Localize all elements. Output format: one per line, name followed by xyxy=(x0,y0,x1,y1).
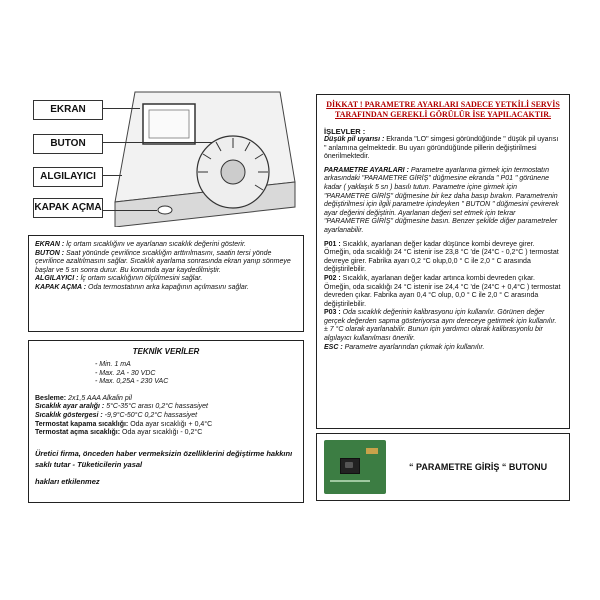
tech-title: TEKNİK VERİLER xyxy=(132,347,200,356)
spec-key: Termostat açma sıcaklığı: xyxy=(35,429,121,437)
param-value: Oda sıcaklık değerinin kalibrasyonu için kullanılır. Görünen değer gerçek değerden sapma gösteriyorsa aynı dereceye getirmek için kullanılır. ± 7 °C olarak ayarlanabilir. Bunun için yardımcı olarak kalibrasyonlu bir algılayıcı kullanılması önerilir. xyxy=(324,309,557,343)
spec-line: - Max. 0,25A - 230 VAC xyxy=(95,378,169,386)
spec-value: 2x1,5 AAA Alkalin pil xyxy=(66,394,132,402)
spec-line: - Min. 1 mA xyxy=(95,361,131,368)
desc-term: BUTON : xyxy=(35,249,65,257)
param-value: Sıcaklık, ayarlanan değer kadar düşünce kombi devreye girer. Örneğin, oda sıcaklığı 24 °C istenir ise 23,8 °C 'de (24°C - 0,2°C ) termostat devreye girer. Fabrika ayarı 0,2 °C olup,0,0 ° C ile 2,0 ° C arasında değiştirilebilir. xyxy=(324,240,559,274)
param-key: ESC : xyxy=(324,343,343,351)
spec-key: Sıcaklık ayar aralığı : xyxy=(35,403,105,411)
spec-value: 5°C-35°C arası 0,2°C hassasiyet xyxy=(104,403,208,411)
label-algilayici: ALGILAYICI xyxy=(33,167,103,187)
spec-key: Besleme: xyxy=(35,394,67,402)
param-value: Sıcaklık, ayarlanan değer kadar artınca kombi devreden çıkar. Örneğin, oda sıcaklığı 24 °C istenir ise 24,4 °C 'de (24°C + 0,4°C ) termostat devreden çıkar. Fabrika ayarı 0,4 °C olup, 0,0 ° C ile 2,0 ° C arasında değiştirilebilir. xyxy=(324,274,561,308)
param-term: PARAMETRE AYARLARI : xyxy=(324,166,409,174)
tech-specs-box xyxy=(28,340,304,503)
warning-text: DİKKAT ! PARAMETRE AYARLARI SADECE YETKİLİ SERVİS TARAFINDAN GEREKLİ GÖRÜLÜR İSE YAPILACAKTIR. xyxy=(326,100,560,119)
param-key: P03 : xyxy=(324,309,341,317)
button-photo-box xyxy=(316,433,570,501)
spec-key: Termostat kapama sıcaklığı: xyxy=(35,420,129,428)
label-ekran: EKRAN xyxy=(33,100,103,120)
functions-box xyxy=(316,94,570,429)
desc-term: EKRAN : xyxy=(35,241,65,248)
desc-text: İç ortam sıcaklığının ölçülmesini sağlar. xyxy=(78,275,203,283)
spec-value: Oda ayar sıcaklığı + 0,4°C xyxy=(128,420,213,428)
desc-text: Oda termostatının arka kapağının açılmasını sağlar. xyxy=(86,283,249,291)
circuit-board-image xyxy=(324,440,386,494)
tech-footer-end: hakları etkilenmez xyxy=(35,476,100,486)
thermostat-illustration xyxy=(105,82,305,227)
param-text: Parametre ayarlarına girmek için termostatın arkasındaki "PARAMETRE GİRİŞ" düğmesine ekranda " P01 " görünene kadar ( yaklaşık 5 sn ) basılı tutun. Parametre içine girmek için "PARAMETRE GİRİŞ" düğmesine bir kez daha basıp bırakın. Parametrenin değiştirilmesi için ilgili parametre içindeyken " BUTON " düğmesini çevirerek ayar değerini değiştirin. Ayarlanan değeri set etmek için tekrar "PARAMETRE GİRİŞ" düğmesine basın. Benzer şekilde diğer parametreler ayarlanabilir. xyxy=(324,166,559,234)
functions-title: İŞLEVLER : xyxy=(324,127,366,136)
tech-footer: Üretici firma, önceden haber vermeksizin özelliklerini değiştirme hakkını saklı tutar - Tüketicilerin yasal xyxy=(35,448,293,469)
spec-key: Sıcaklık göstergesi : xyxy=(35,411,103,419)
label-kapak-acma: KAPAK AÇMA xyxy=(33,198,103,218)
param-value: Parametre ayarlarından çıkmak için kullanılır. xyxy=(342,343,485,351)
low-battery-term: Düşük pil uyarısı : xyxy=(324,136,385,143)
button-caption: “ PARAMETRE GİRİŞ “ BUTONU xyxy=(409,462,548,472)
description-box xyxy=(28,235,304,332)
spec-line: - Max. 2A - 30 VDC xyxy=(95,369,156,377)
desc-term: KAPAK AÇMA : xyxy=(35,283,87,291)
desc-text: Saat yönünde çevrilince sıcaklığın arttırılmasını, saatin tersi yönde çevrilince azaltılmasını sağlar. Sıcaklık ayarlama sonrasında ekran yanıp sönmeye başlar ve 5 sn sonra durur. Bu konumda ayar kaydedilmiştir. xyxy=(35,249,291,274)
param-key: P02 : xyxy=(324,274,341,282)
low-battery-text: Ekranda "LO" simgesi göründüğünde " düşük pil uyarısı " anlamına gelmektedir. Bu uyarı göründüğünde pillerin değiştirilmesi önerilmektedir. xyxy=(324,136,559,161)
label-buton: BUTON xyxy=(33,134,103,154)
spec-value: -9,9°C-50°C 0,2°C hassasiyet xyxy=(102,411,198,419)
param-key: P01 : xyxy=(324,240,341,248)
desc-term: ALGILAYICI : xyxy=(35,275,79,283)
spec-value: Oda ayar sıcaklığı - 0,2°C xyxy=(120,429,203,437)
desc-text: İç ortam sıcaklığını ve ayarlanan sıcaklık değerini gösterir. xyxy=(64,241,246,248)
